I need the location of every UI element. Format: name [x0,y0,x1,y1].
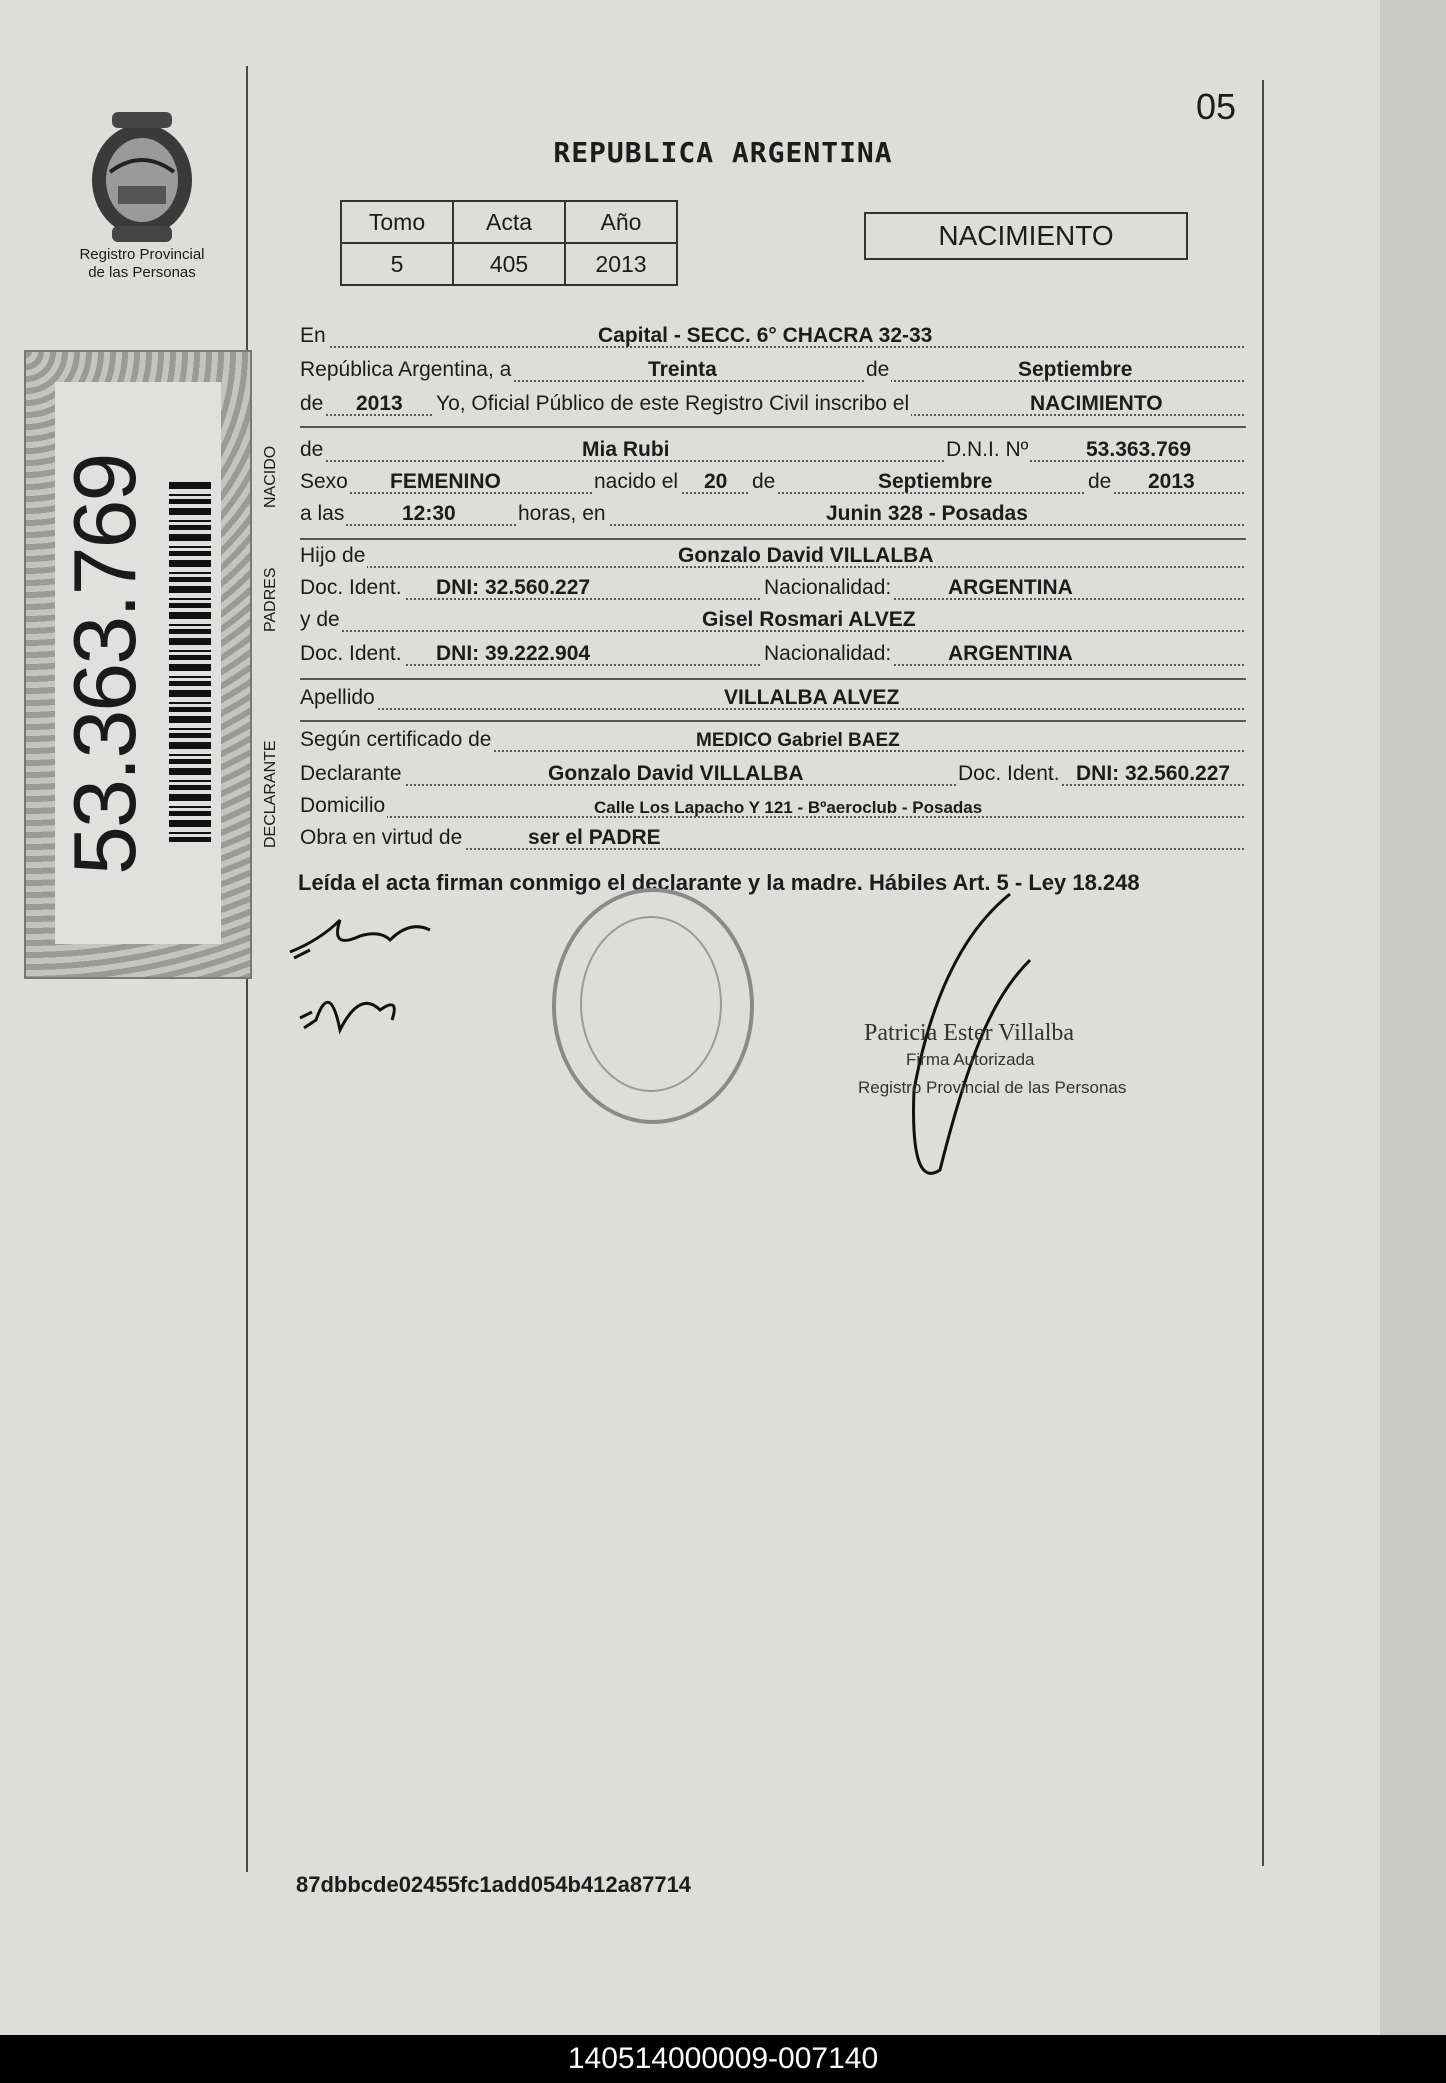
value-dia-texto: Treinta [648,358,717,381]
row-obra [298,824,1244,854]
row-hora [298,500,1244,530]
label-obra: Obra en virtud de [300,826,463,849]
value-anio-nac: 2013 [1148,470,1195,493]
row-madre-doc [298,640,1244,670]
label-doc-ident: Doc. Ident. [300,576,402,599]
act-type-box: NACIMIENTO [864,212,1188,260]
label-domicilio: Domicilio [300,794,386,817]
row-padre [298,542,1244,572]
header-acta: Acta [453,201,565,243]
value-anio-inscripcion: 2013 [356,392,403,415]
divider [300,538,1246,540]
side-card-panel [55,382,221,944]
side-id-card [24,350,252,979]
value-tipo: NACIMIENTO [1030,392,1163,415]
value-apellido: VILLALBA ALVEZ [724,686,900,709]
value-padre-nac: ARGENTINA [948,576,1073,599]
value-acta: 405 [453,243,565,285]
label-doc-ident2: Doc. Ident. [958,762,1060,785]
value-padre-doc: DNI: 32.560.227 [436,576,591,599]
signer-name: Patricia Ester Villalba [864,1020,1075,1046]
registry-name [62,246,222,282]
label-segun: Según certificado de [300,728,492,751]
document-hash: 87dbbcde02455fc1add054b412a87714 [296,1872,692,1897]
value-certificado: MEDICO Gabriel BAEZ [696,730,900,751]
label-sexo: Sexo [300,470,348,493]
value-padre: Gonzalo David VILLALBA [678,544,934,567]
value-declarante-doc: DNI: 32.560.227 [1076,762,1231,785]
label-de2: de [752,470,776,493]
label-nacido-el: nacido el [594,470,679,493]
row-apellido [298,684,1244,714]
value-dia-nac: 20 [704,470,728,493]
handwritten-signature [280,900,450,1060]
barcode [169,482,211,842]
row-domicilio [298,792,1244,822]
value-tomo: 5 [341,243,453,285]
label-apellido: Apellido [300,686,375,709]
divider [300,678,1246,680]
official-seal [552,888,754,1124]
side-card-number: 53.363.769 [55,454,154,875]
page-number: 05 [1196,86,1237,127]
scan-edge [1380,0,1446,2035]
label-de: de [866,358,890,381]
divider [300,720,1246,722]
registry-table [340,200,678,286]
province-crest-logo [82,108,202,248]
value-lugar-nac: Junin 328 - Posadas [826,502,1028,525]
section-label-declarante: DECLARANTE [262,740,279,848]
label-hijo-de: Hijo de [300,544,366,567]
value-declarante: Gonzalo David VILLALBA [548,762,804,785]
label-nacionalidad: Nacionalidad: [764,576,892,599]
value-madre-doc: DNI: 39.222.904 [436,642,591,665]
row-sexo [298,468,1244,498]
label-y-de: y de [300,608,340,631]
label-dni: D.N.I. Nº [946,438,1029,461]
value-lugar: Capital - SECC. 6° CHACRA 32-33 [598,324,933,347]
label-nacionalidad: Nacionalidad: [764,642,892,665]
row-nombre [298,436,1244,466]
value-madre-nac: ARGENTINA [948,642,1073,665]
value-hora: 12:30 [402,502,456,525]
label-yo-oficial: Yo, Oficial Público de este Registro Civil inscribo el [436,392,910,415]
label-de-name: de [300,438,324,461]
value-anio: 2013 [565,243,677,285]
section-label-nacido: NACIDO [262,445,279,508]
registry-line-2: de las Personas [88,264,196,281]
value-obra: ser el PADRE [528,826,661,849]
section-label-padres: PADRES [262,567,279,632]
registry-line-1: Registro Provincial [79,246,205,263]
label-de-year: de [300,392,324,415]
row-declarante [298,760,1244,790]
footer-id: 140514000009-007140 [0,2035,1446,2083]
header-anio: Año [565,201,677,243]
signer-role: Firma Autorizada [906,1050,1035,1069]
closing-statement: Leída el acta firman conmigo el declarante y la madre. Hábiles Art. 5 - Ley 18.248 [298,870,1140,895]
header-tomo: Tomo [341,201,453,243]
value-mes-nac: Septiembre [878,470,993,493]
country-title: REPUBLICA ARGENTINA [553,136,893,169]
label-en: En [300,324,326,347]
right-margin-line [1262,80,1264,1866]
label-a-las: a las [300,502,345,525]
divider [300,426,1246,428]
label-republica: República Argentina, a [300,358,512,381]
row-fecha-inscripcion [298,356,1244,386]
value-dni: 53.363.769 [1086,438,1192,461]
row-padre-doc [298,574,1244,604]
label-doc-ident: Doc. Ident. [300,642,402,665]
signer-office: Registro Provincial de las Personas [858,1078,1127,1097]
row-tipo [298,390,1244,420]
row-madre [298,606,1244,636]
value-domicilio: Calle Los Lapacho Y 121 - Bºaeroclub - Posadas [594,798,983,817]
label-declarante: Declarante [300,762,402,785]
row-certificado [298,726,1244,756]
label-de3: de [1088,470,1112,493]
row-lugar [298,322,1244,352]
value-mes-inscripcion: Septiembre [1018,358,1133,381]
value-madre: Gisel Rosmari ALVEZ [702,608,916,631]
value-nombre: Mia Rubi [582,438,670,461]
value-sexo: FEMENINO [390,470,501,493]
label-horas-en: horas, en [518,502,606,525]
